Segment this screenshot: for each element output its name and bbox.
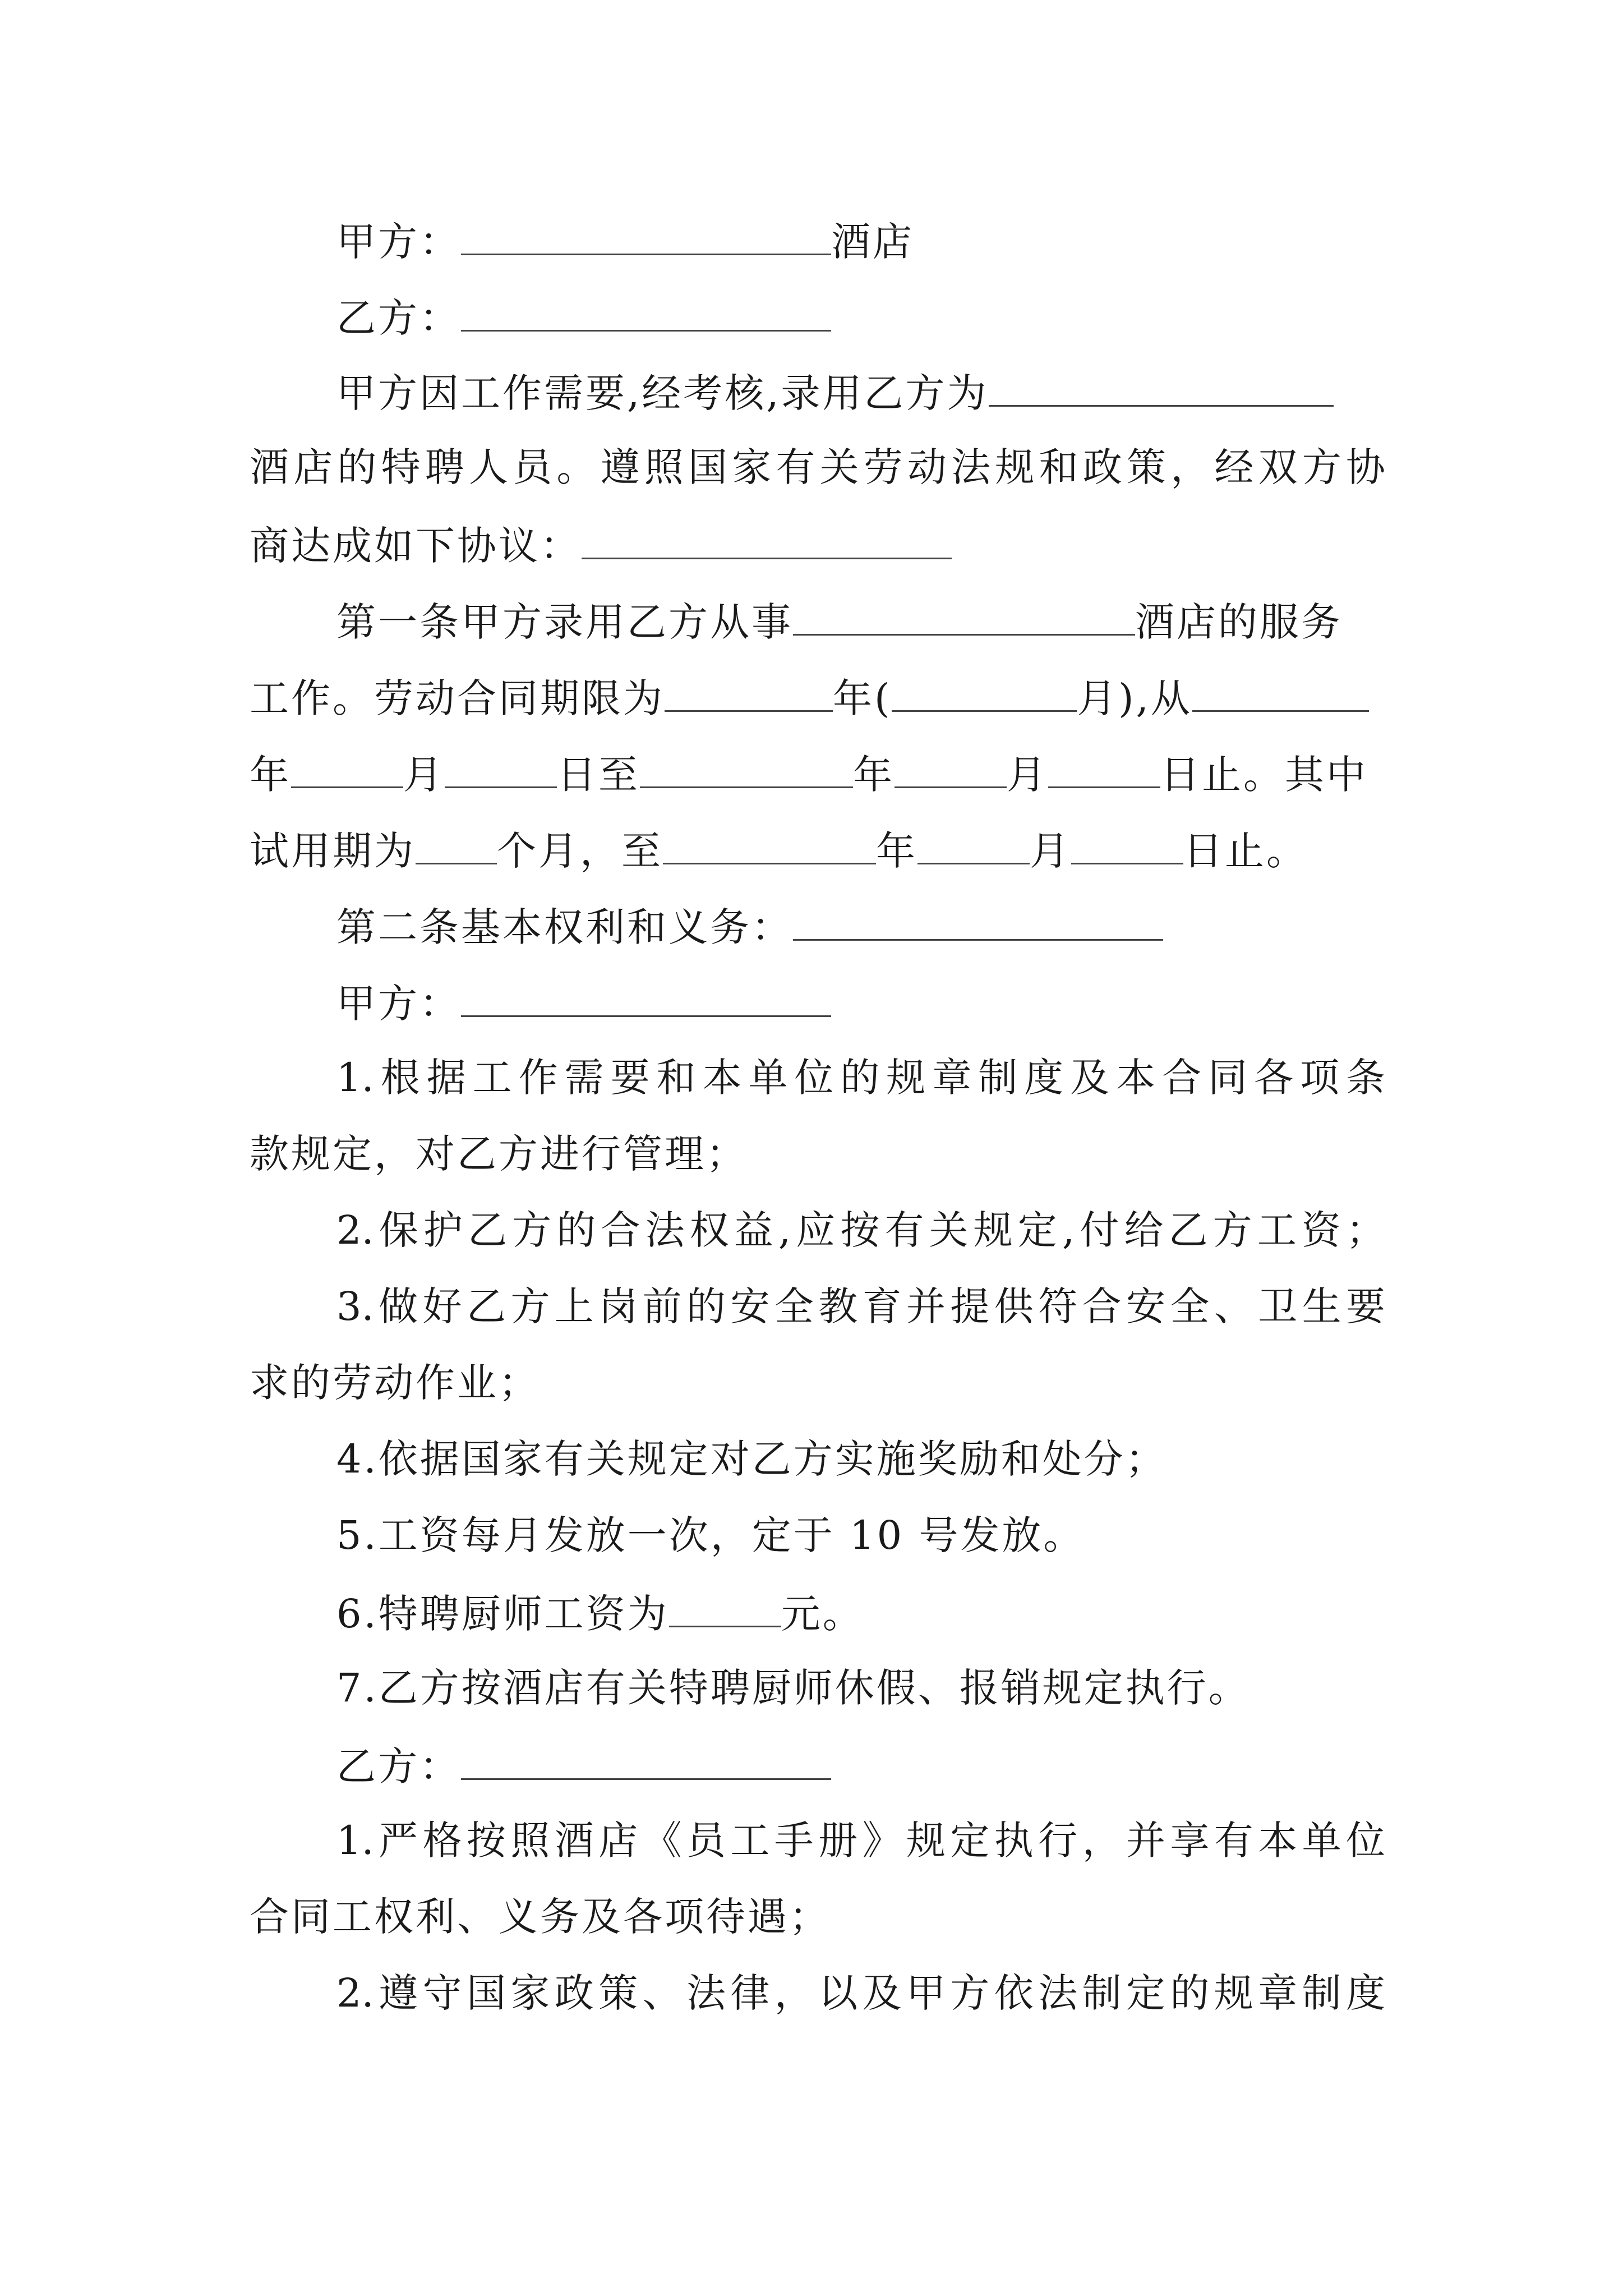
- hotel-name-blank[interactable]: [989, 366, 1334, 407]
- probation-day-blank[interactable]: [1071, 823, 1183, 864]
- party-b-line: [336, 291, 831, 343]
- probation-label: 试用期为: [250, 828, 416, 874]
- intro-line-3: [250, 518, 952, 571]
- party-a-duty-4: 4.依据国家有关规定对乙方实施奖励和处分；: [336, 1436, 1167, 1482]
- intro-text-3: 商达成如下协议：: [250, 523, 582, 569]
- article-1-line-1: [336, 595, 1343, 647]
- party-a-line: [336, 214, 914, 267]
- end-month-label: 月: [1007, 752, 1048, 798]
- party-a-duty-2: 2.保护乙方的合法权益,应按有关规定,付给乙方工资；: [336, 1207, 1385, 1253]
- party-b-duties-label-line: [336, 1739, 831, 1792]
- start-month-blank[interactable]: [291, 747, 403, 788]
- end-month-blank[interactable]: [895, 747, 1007, 788]
- probation-day-label: 日止。: [1183, 828, 1308, 874]
- start-day-blank[interactable]: [445, 747, 557, 788]
- party-b-name-blank[interactable]: [461, 291, 831, 332]
- party-a-duty-7: 7.乙方按酒店有关特聘厨师休假、报销规定执行。: [336, 1665, 1250, 1711]
- article-1-line-3: [250, 747, 1368, 800]
- party-a-suffix: 酒店: [831, 219, 914, 265]
- party-b-duty-1-line-1: 1.严格按照酒店《员工手册》规定执行，并享有本单位: [336, 1818, 1385, 1864]
- article-1-text-a: 第一条甲方录用乙方从事: [336, 599, 793, 645]
- article-2-title-line: [336, 900, 1163, 953]
- end-day-blank[interactable]: [1048, 747, 1160, 788]
- probation-year-label: 年: [876, 828, 917, 874]
- party-a-duty-3-line-2: 求的劳动作业；: [250, 1360, 540, 1406]
- party-b-duties-blank[interactable]: [461, 1739, 831, 1780]
- article-2-blank[interactable]: [793, 900, 1163, 941]
- article-1-line-2: [250, 671, 1369, 724]
- term-months-label: 月),从: [1077, 675, 1192, 721]
- party-a-duty-3-line-1: 3.做好乙方上岗前的安全教育并提供符合安全、卫生要: [336, 1283, 1385, 1329]
- article-1-line-4: [250, 823, 1308, 876]
- party-a-duties-label: 甲方：: [336, 981, 461, 1027]
- probation-year-blank[interactable]: [663, 823, 876, 864]
- party-a-duty-1-line-1: 1.根据工作需要和本单位的规章制度及本合同各项条: [336, 1055, 1385, 1101]
- article-1-hotel-blank[interactable]: [793, 595, 1135, 636]
- start-year-label: 年: [250, 752, 291, 798]
- party-a-duties-blank[interactable]: [461, 976, 831, 1017]
- probation-month-label: 月: [1030, 828, 1071, 874]
- probation-month-blank[interactable]: [917, 823, 1030, 864]
- intro-text-1: 甲方因工作需要,经考核,录用乙方为: [336, 370, 989, 416]
- party-b-duty-1-line-2: 合同工权利、义务及各项待遇；: [250, 1894, 831, 1940]
- term-years-blank[interactable]: [665, 671, 833, 712]
- article-1-text-b: 酒店的服务: [1135, 599, 1343, 645]
- salary-label: 6.特聘厨师工资为: [336, 1591, 669, 1637]
- term-label: 工作。劳动合同期限为: [250, 675, 665, 721]
- probation-months-blank[interactable]: [416, 823, 497, 864]
- party-a-duty-6: [336, 1586, 864, 1639]
- party-a-name-blank[interactable]: [461, 214, 831, 255]
- intro-line-2: 酒店的特聘人员。遵照国家有关劳动法规和政策，经双方协: [250, 444, 1385, 490]
- start-month-label: 月: [403, 752, 445, 798]
- end-year-blank[interactable]: [640, 747, 853, 788]
- salary-unit: 元。: [781, 1591, 864, 1637]
- party-a-label: 甲方：: [336, 219, 461, 265]
- end-year-label: 年: [853, 752, 895, 798]
- start-year-blank[interactable]: [1192, 671, 1369, 712]
- article-2-title: 第二条基本权利和义务：: [336, 904, 793, 950]
- term-years-label: 年(: [833, 675, 892, 721]
- party-b-label: 乙方：: [336, 295, 461, 341]
- party-a-duties-label-line: [336, 976, 831, 1029]
- term-months-blank[interactable]: [892, 671, 1077, 712]
- party-b-duties-label: 乙方：: [336, 1743, 461, 1789]
- intro-line-1: [336, 366, 1334, 418]
- end-day-label: 日止。其中: [1160, 752, 1368, 798]
- party-a-duty-5: 5.工资每月发放一次，定于 10 号发放。: [336, 1512, 1085, 1558]
- start-day-label: 日至: [557, 752, 640, 798]
- salary-blank[interactable]: [669, 1586, 781, 1627]
- party-b-duty-2-line-1: 2.遵守国家政策、法律，以及甲方依法制定的规章制度: [336, 1970, 1385, 2016]
- party-a-duty-1-line-2: 款规定，对乙方进行管理；: [250, 1131, 748, 1177]
- probation-months-label: 个月，至: [497, 828, 663, 874]
- agreement-blank[interactable]: [582, 518, 952, 559]
